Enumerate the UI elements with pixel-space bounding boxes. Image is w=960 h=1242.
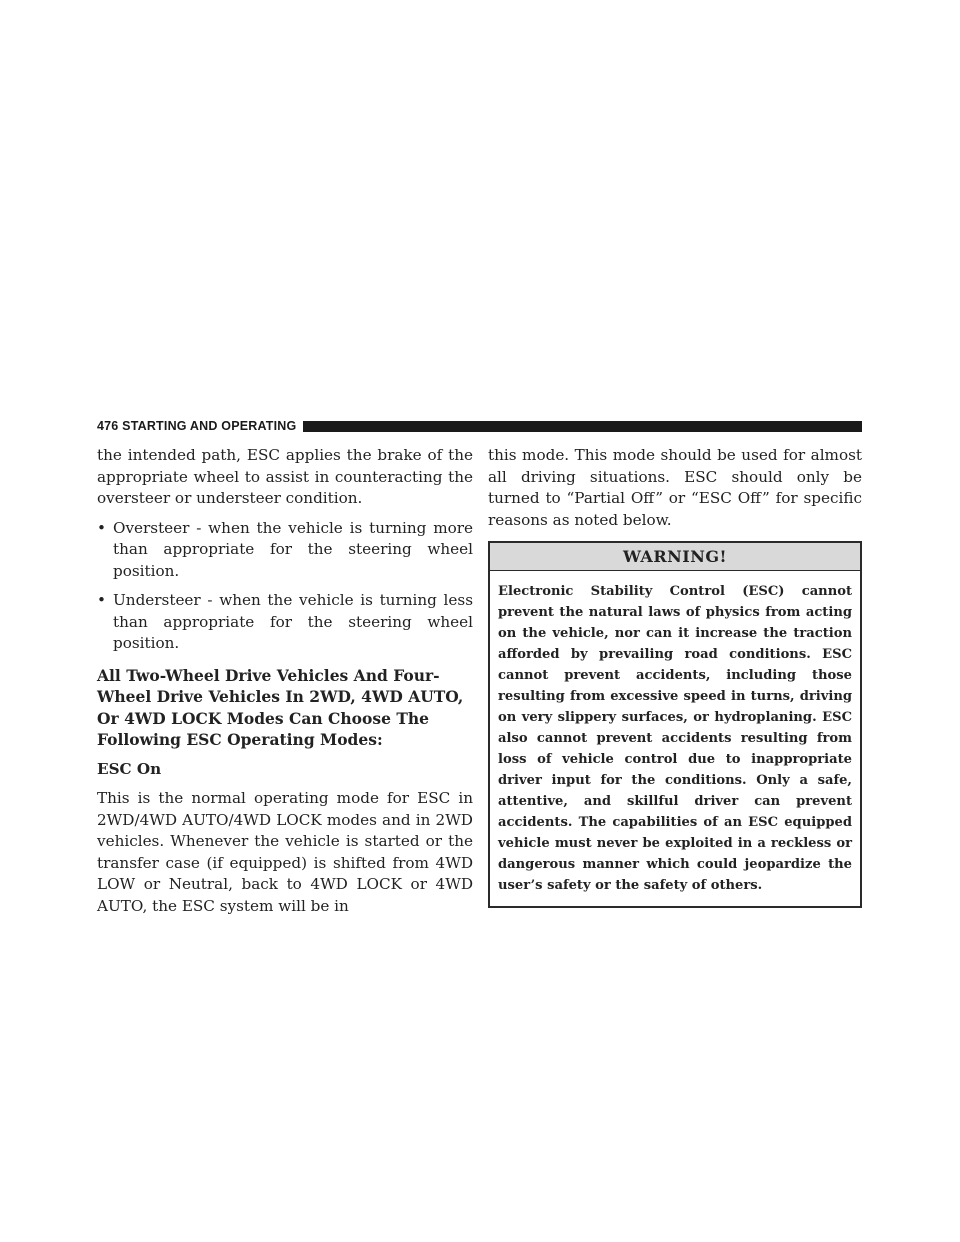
page-header	[97, 419, 862, 433]
list-item-text: Understeer - when the vehicle is turning less than appropriate for the steering wheel position.	[113, 591, 473, 652]
warning-text: Electronic Stability Control (ESC) cannot prevent the natural laws of physics from acting on the vehicle, nor can it increase the traction afforded by prevailing road conditions. ESC cannot prevent accidents, including those resulting from excessive speed in turns, driving on very slippery surfaces, or hydroplaning. ESC also cannot prevent accidents resulting from loss of vehicle control due to inappropriate driver input for the conditions. Only a safe, attentive, and skillful driver can prevent accidents. The capabilities of an ESC equipped vehicle must never be exploited in a reckless or dangerous manner which could jeopardize the user’s safety or the safety of others.	[498, 584, 852, 893]
list-item	[97, 590, 473, 655]
condition-list	[97, 518, 473, 655]
header-rule	[303, 421, 862, 432]
right-column	[488, 445, 862, 908]
subsection-heading: ESC On	[97, 759, 162, 778]
warning-box	[488, 541, 862, 908]
body-paragraph: This is the normal operating mode for ESC in 2WD/4WD AUTO/4WD LOCK modes and in 2WD vehicles. Whenever the vehicle is started or the transfer case (if equipped) is shifted from 4WD LOW or Neutral, back to 4WD LOCK or 4WD AUTO, the ESC system will be in	[97, 789, 473, 915]
intro-paragraph: the intended path, ESC applies the brake of the appropriate wheel to assist in counteracting the oversteer or understeer condition.	[97, 446, 473, 507]
section-heading: All Two-Wheel Drive Vehicles And Four-Wheel Drive Vehicles In 2WD, 4WD AUTO, Or 4WD LOCK Modes Can Choose The Following ESC Operating Modes:	[97, 665, 464, 749]
header-label	[97, 419, 303, 433]
warning-title: WARNING!	[490, 543, 860, 571]
bullet-icon: •	[97, 518, 106, 537]
list-item-text: Oversteer - when the vehicle is turning more than appropriate for the steering wheel position.	[113, 518, 473, 580]
section-title: STARTING AND OPERATING	[122, 419, 297, 433]
page-number: 476	[97, 419, 119, 433]
left-column	[97, 445, 473, 925]
list-item	[97, 518, 473, 583]
bullet-icon: •	[97, 591, 106, 609]
continuation-paragraph: this mode. This mode should be used for almost all driving situations. ESC should only be turned to “Partial Off” or “ESC Off” for specific reasons as noted below.	[488, 446, 862, 529]
